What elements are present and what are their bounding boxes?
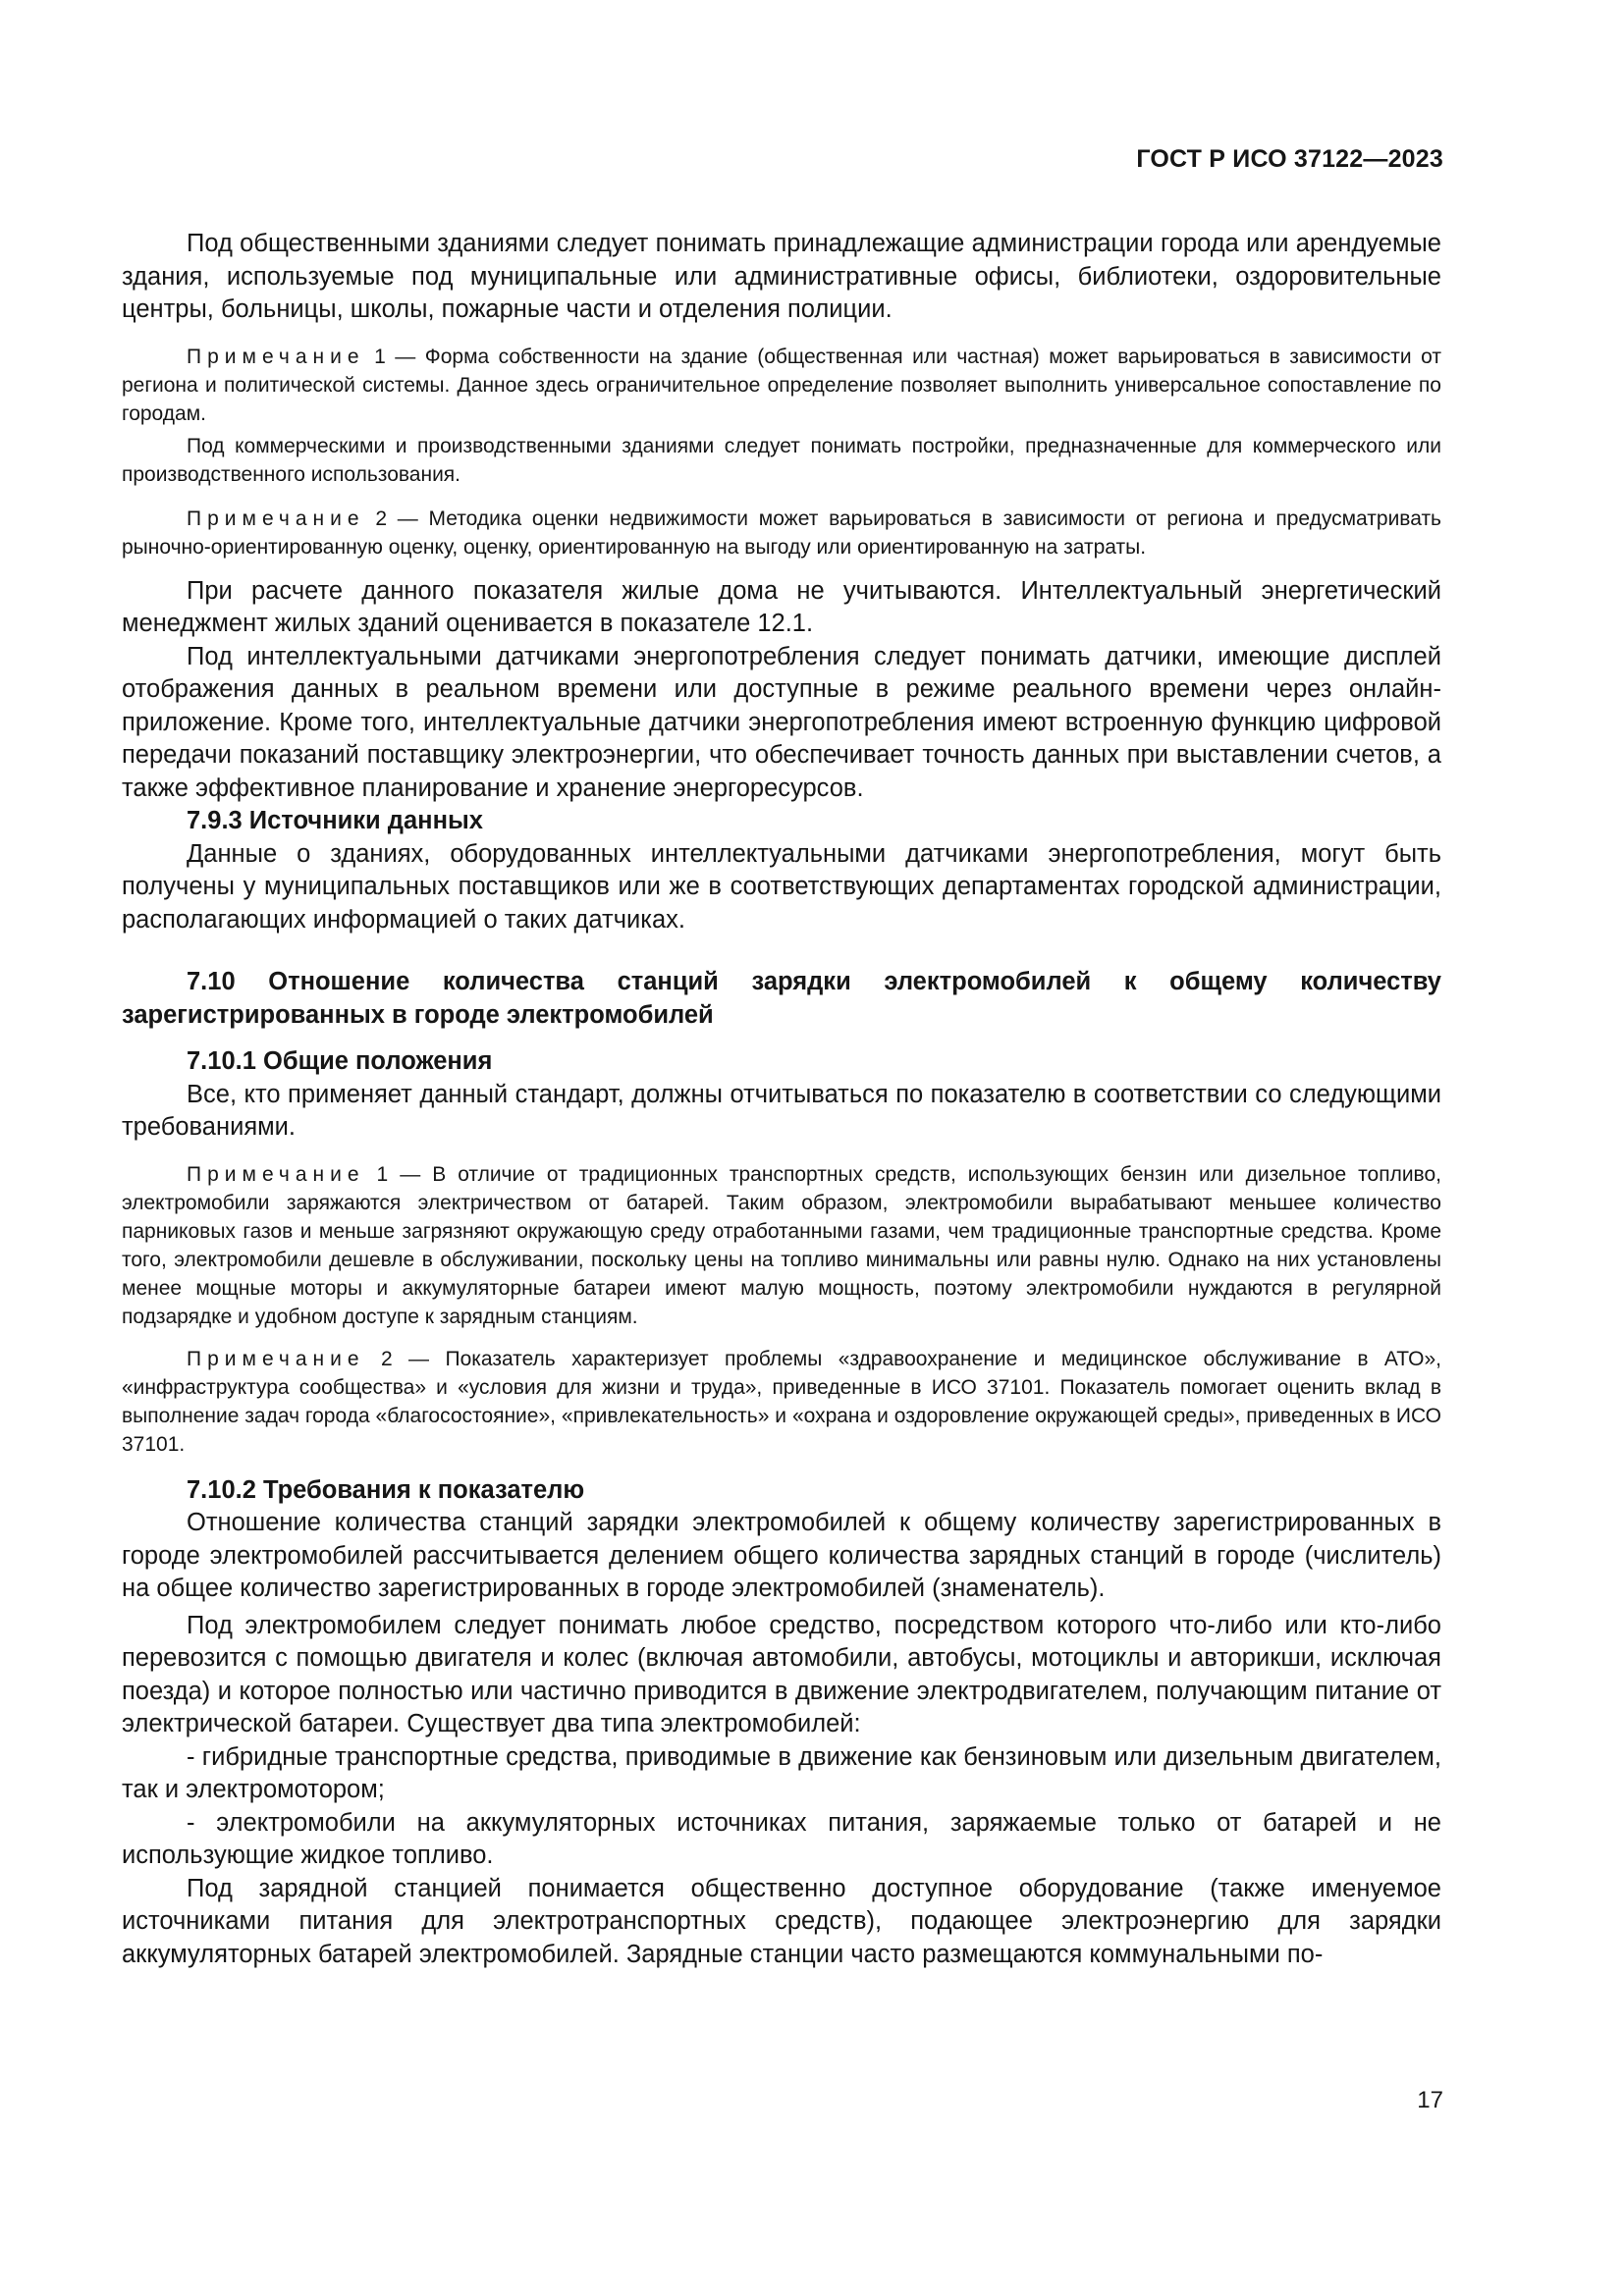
paragraph-data-sources: Данные о зданиях, оборудованных интеллектуальными датчиками энергопотребления, могут быть получены у муниципальных поставщиков или же в соответствующих департаментах городской администрации, располагающих информацией о таких датчиках. (122, 839, 1441, 934)
heading-7-9-3: 7.9.3 Источники данных (187, 807, 483, 834)
note-label: Примечание (187, 345, 365, 368)
note-label: Примечание (187, 507, 365, 530)
paragraph-residential-excluded: При расчете данного показателя жилые дома не учитываются. Интеллектуальный энергетический менеджмент жилых зданий оценивается в показателе 12.1. (122, 576, 1441, 637)
heading-7-10: 7.10 Отношение количества станций зарядки электромобилей к общему количеству зарегистрированных в городе электромобилей (122, 968, 1441, 1029)
note-valuation (122, 505, 1441, 561)
paragraph-smart-meters: Под интеллектуальными датчиками энергопотребления следует понимать датчики, имеющие дисплей отображения данных в реальном времени или доступные в режиме реального времени через онлайн-приложение. Кроме того, интеллектуальные датчики энергопотребления имеют встроенную функцию цифровой передачи показаний поставщику электроэнергии, что обеспечивает точность данных при выставлении счетов, а также эффективное планирование и хранение энергоресурсов. (122, 642, 1441, 802)
page-content (122, 228, 1441, 1971)
heading-7-10-1: 7.10.1 Общие положения (187, 1047, 493, 1075)
note-indicator-issues (122, 1345, 1441, 1459)
heading-7-10-2: 7.10.2 Требования к показателю (187, 1475, 585, 1504)
paragraph-charging-station: Под зарядной станцией понимается общественно доступное оборудование (также именуемое источниками питания для электротранспортных средств), подающее электроэнергию для зарядки аккумуляторных батарей электромобилей. Зарядные станции часто размещаются коммунальными по- (122, 1874, 1441, 1968)
note-text: 1 — Форма собственности на здание (общественная или частная) может варьироваться в зависимости от региона и политической системы. Данное здесь ограничительное определение позволяет выполнить универсальное сопоставление по городам. (122, 345, 1441, 425)
note-text: 2 — Методика оценки недвижимости может варьироваться в зависимости от региона и предусматривать рыночно-ориентированную оценку, оценку, ориентированную на выгоду или ориентированную на затраты. (122, 507, 1441, 559)
note-ownership (122, 343, 1441, 428)
note-label: Примечание (187, 1347, 365, 1370)
paragraph-public-buildings: Под общественными зданиями следует понимать принадлежащие администрации города или арендуемые здания, используемые под муниципальные или административные офисы, библиотеки, оздоровительные центры, больницы, школы, пожарные части и отделения полиции. (122, 230, 1441, 323)
page-number: 17 (1417, 2087, 1443, 2113)
note-label: Примечание (187, 1162, 365, 1186)
paragraph-ev-definition: Под электромобилем следует понимать любое средство, посредством которого что-либо или кто-либо перевозится с помощью двигателя и колес (включая автомобили, автобусы, мотоциклы и авторикши, исключая поезда) и которое полностью или частично приводится в движение электродвигателем, получающим питание от электрической батареи. Существует два типа электромобилей: (122, 1611, 1441, 1737)
paragraph-commercial-buildings: Под коммерческими и производственными зданиями следует понимать постройки, предназначенные для коммерческого или производственного использования. (122, 434, 1441, 486)
document-id-header: ГОСТ Р ИСО 37122—2023 (1136, 145, 1443, 173)
list-item-battery: - электромобили на аккумуляторных источниках питания, заряжаемые только от батарей и не использующие жидкое топливо. (122, 1808, 1441, 1869)
list-item-hybrid: - гибридные транспортные средства, приводимые в движение как бензиновым или дизельным двигателем, так и электромотором; (122, 1742, 1441, 1803)
note-ev-advantages (122, 1160, 1441, 1331)
paragraph-ratio-definition: Отношение количества станций зарядки электромобилей к общему количеству зарегистрированных в городе электромобилей рассчитывается делением общего количества зарядных станций в городе (числитель) на общее количество зарегистрированных в городе электромобилей (знаменатель). (122, 1509, 1441, 1602)
note-text: 1 — В отличие от традиционных транспортных средств, использующих бензин или дизельное топливо, электромобили заряжаются электричеством от батарей. Таким образом, электромобили вырабатывают меньшее количество парниковых газов и меньше загрязняют окружающую среду отработанными газами, чем традиционные транспортные средства. Кроме того, электромобили дешевле в обслуживании, поскольку цены на топливо минимальны или равны нулю. Однако на них установлены менее мощные моторы и аккумуляторные батареи имеют малую мощность, поэтому электромобили нуждаются в регулярной подзарядке и удобном доступе к зарядным станциям. (122, 1162, 1441, 1328)
paragraph-general-provisions: Все, кто применяет данный стандарт, должны отчитываться по показателю в соответствии со следующими требованиями. (122, 1080, 1441, 1141)
note-text: 2 — Показатель характеризует проблемы «здравоохранение и медицинское обслуживание в АТО», «инфраструктура сообщества» и «условия для жизни и труда», приведенные в ИСО 37101. Показатель помогает оценить вклад в выполнение задач города «благосостояние», «привлекательность» и «охрана и оздоровление окружающей среды», приведенных в ИСО 37101. (122, 1347, 1441, 1456)
